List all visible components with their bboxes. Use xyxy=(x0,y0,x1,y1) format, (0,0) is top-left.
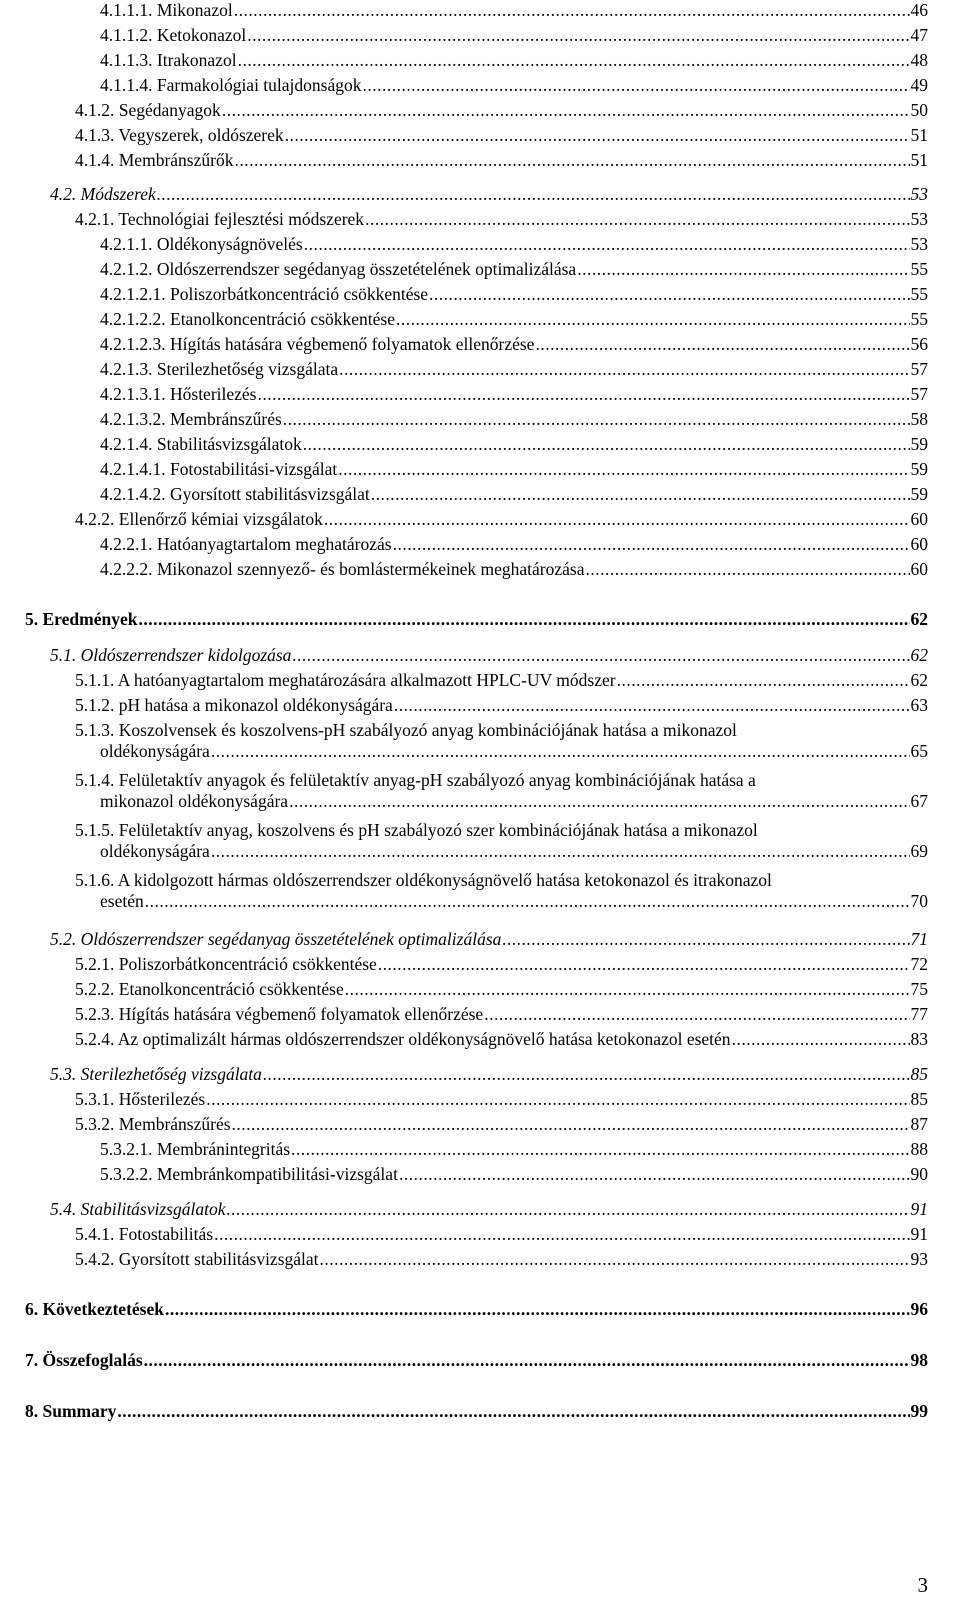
toc-entry-page: 51 xyxy=(910,125,928,145)
leader-dots xyxy=(363,75,910,96)
leader-dots xyxy=(157,184,910,205)
toc-entry-label: 4.1.2. Segédanyagok xyxy=(75,100,221,120)
toc-entry[interactable] xyxy=(100,259,928,283)
toc-entry-label: 4.2.1.3.1. Hősterilezés xyxy=(100,384,257,404)
toc-entry-page: 57 xyxy=(910,359,928,379)
toc-entry-label: 5.3.1. Hősterilezés xyxy=(75,1089,206,1109)
toc-entry-page: 85 xyxy=(910,1064,928,1084)
toc-entry[interactable] xyxy=(100,334,928,358)
toc-entry-page: 60 xyxy=(910,559,928,579)
leader-dots xyxy=(234,0,910,21)
toc-entry-page: 56 xyxy=(910,334,928,354)
toc-entry-page: 57 xyxy=(910,384,928,404)
toc-entry[interactable] xyxy=(100,25,928,49)
leader-dots xyxy=(234,150,909,171)
leader-dots xyxy=(484,1004,909,1025)
toc-entry-label: 4.2.1.2. Oldószerrendszer segédanyag összetételének optimalizálása xyxy=(100,259,577,279)
toc-entry[interactable] xyxy=(25,609,928,633)
toc-entry-label: 4.2.2.1. Hatóanyagtartalom meghatározás xyxy=(100,534,392,554)
leader-dots xyxy=(144,1350,910,1371)
leader-dots xyxy=(211,741,910,762)
toc-entry-page: 53 xyxy=(910,234,928,254)
toc-entry-page: 65 xyxy=(910,741,928,761)
toc-entry[interactable] xyxy=(100,534,928,558)
toc-entry-page: 83 xyxy=(910,1029,928,1049)
toc-entry[interactable] xyxy=(75,979,928,1003)
toc-entry-page: 48 xyxy=(910,50,928,70)
toc-entry[interactable] xyxy=(75,720,928,765)
leader-dots xyxy=(285,125,910,146)
leader-dots xyxy=(238,50,910,71)
toc-entry[interactable] xyxy=(75,125,928,149)
leader-dots xyxy=(247,25,909,46)
toc-entry-label: 5.3.2.1. Membránintegritás xyxy=(100,1139,291,1159)
toc-entry[interactable] xyxy=(100,1164,928,1188)
leader-dots xyxy=(145,891,910,912)
toc-entry-page: 59 xyxy=(910,484,928,504)
toc-entry-label: 5.3.2. Membránszűrés xyxy=(75,1114,231,1134)
toc-entry[interactable] xyxy=(50,184,928,208)
toc-entry-page: 62 xyxy=(910,609,928,629)
toc-entry-page: 75 xyxy=(910,979,928,999)
leader-dots xyxy=(283,409,910,430)
toc-entry[interactable] xyxy=(100,459,928,483)
toc-entry-page: 55 xyxy=(910,284,928,304)
toc-entry-label: 5.1.6. A kidolgozott hármas oldószerrendszer oldékonyságnövelő hatása ketokonazol és itrakonazol xyxy=(75,870,772,890)
leader-dots xyxy=(292,645,909,666)
toc-entry-page: 60 xyxy=(910,509,928,529)
leader-dots xyxy=(206,1089,909,1110)
toc-entry[interactable] xyxy=(25,1350,928,1374)
leader-dots xyxy=(117,1401,909,1422)
toc-entry[interactable] xyxy=(25,1299,928,1323)
toc-entry-page: 46 xyxy=(910,0,928,20)
leader-dots xyxy=(399,1164,910,1185)
toc-entry[interactable] xyxy=(50,1199,928,1223)
leader-dots xyxy=(232,1114,910,1135)
leader-dots xyxy=(227,1199,910,1220)
leader-dots xyxy=(211,841,910,862)
page-number: 3 xyxy=(917,1573,928,1597)
toc-entry-page: 90 xyxy=(910,1164,928,1184)
toc-entry-label: 5.2. Oldószerrendszer segédanyag összetételének optimalizálása xyxy=(50,929,502,949)
leader-dots xyxy=(429,284,909,305)
toc-entry[interactable] xyxy=(75,870,928,915)
toc-entry-label: 5.4. Stabilitásvizsgálatok xyxy=(50,1199,226,1219)
toc-entry-page: 55 xyxy=(910,259,928,279)
toc-entry-label: 4.2.1.2.3. Hígítás hatására végbemenő folyamatok ellenőrzése xyxy=(100,334,535,354)
toc-entry-page: 96 xyxy=(910,1299,928,1319)
toc-entry-label: 4.2.1.2.2. Etanolkoncentráció csökkentése xyxy=(100,309,395,329)
toc-entry-label: 4.2.1. Technológiai fejlesztési módszerek xyxy=(75,209,365,229)
toc-entry[interactable] xyxy=(100,1139,928,1163)
toc-entry-page: 91 xyxy=(910,1199,928,1219)
toc-entry-label: 5.3. Sterilezhetőség vizsgálata xyxy=(50,1064,262,1084)
toc-entry-page: 87 xyxy=(910,1114,928,1134)
toc-entry[interactable] xyxy=(100,434,928,458)
leader-dots xyxy=(165,1299,910,1320)
leader-dots xyxy=(291,1139,909,1160)
toc-entry-label: 4.2.1.4.1. Fotostabilitási-vizsgálat xyxy=(100,459,338,479)
toc-entry[interactable] xyxy=(100,234,928,258)
toc-entry-label: 4.2.1.3.2. Membránszűrés xyxy=(100,409,282,429)
toc-entry-label: 5.3.2.2. Membránkompatibilitási-vizsgálat xyxy=(100,1164,398,1184)
toc-entry[interactable] xyxy=(100,359,928,383)
toc-entry[interactable] xyxy=(100,384,928,408)
toc-entry-page: 63 xyxy=(910,695,928,715)
toc-entry[interactable] xyxy=(100,484,928,508)
toc-entry[interactable] xyxy=(100,0,928,24)
toc-entry-continuation: oldékonyságára xyxy=(100,841,210,861)
toc-entry-page: 59 xyxy=(910,434,928,454)
toc-entry-label: 7. Összefoglalás xyxy=(25,1350,143,1370)
toc-entry-page: 58 xyxy=(910,409,928,429)
leader-dots xyxy=(396,309,910,330)
leader-dots xyxy=(577,259,909,280)
toc-entry[interactable] xyxy=(100,50,928,74)
toc-entry-label: 5.4.2. Gyorsított stabilitásvizsgálat xyxy=(75,1249,319,1269)
toc-entry-page: 69 xyxy=(910,841,928,861)
leader-dots xyxy=(258,384,910,405)
toc-entry[interactable] xyxy=(25,1401,928,1425)
toc-entry-continuation: mikonazol oldékonyságára xyxy=(100,791,289,811)
toc-entry-page: 53 xyxy=(910,184,928,204)
toc-entry-label: 5.2.2. Etanolkoncentráció csökkentése xyxy=(75,979,344,999)
toc-entry-label: 4.2.1.1. Oldékonyságnövelés xyxy=(100,234,303,254)
toc-entry[interactable] xyxy=(75,695,928,719)
leader-dots xyxy=(345,979,910,1000)
toc-entry[interactable] xyxy=(50,929,928,953)
toc-entry[interactable] xyxy=(50,645,928,669)
toc-entry[interactable] xyxy=(75,1224,928,1248)
toc-entry[interactable] xyxy=(100,559,928,583)
toc-entry-page: 71 xyxy=(910,929,928,949)
toc-entry-label: 4.2. Módszerek xyxy=(50,184,156,204)
toc-entry-page: 77 xyxy=(910,1004,928,1024)
toc-entry-label: 5.1.5. Felületaktív anyag, koszolvens és pH szabályozó szer kombinációjának hatása a mikonazol xyxy=(75,820,758,840)
leader-dots xyxy=(393,534,910,555)
toc-entry-page: 85 xyxy=(910,1089,928,1109)
toc-entry-page: 70 xyxy=(910,891,928,911)
toc-entry[interactable] xyxy=(75,509,928,533)
toc-entry[interactable] xyxy=(75,820,928,865)
toc-entry-label: 4.1.1.2. Ketokonazol xyxy=(100,25,247,45)
toc-entry-page: 98 xyxy=(910,1350,928,1370)
leader-dots xyxy=(324,509,910,530)
toc-entry[interactable] xyxy=(75,670,928,694)
toc-entry[interactable] xyxy=(75,100,928,124)
toc-entry-page: 62 xyxy=(910,645,928,665)
leader-dots xyxy=(502,929,909,950)
toc-entry-page: 49 xyxy=(910,75,928,95)
toc-entry-page: 55 xyxy=(910,309,928,329)
leader-dots xyxy=(263,1064,910,1085)
toc-entry-page: 62 xyxy=(910,670,928,690)
toc-entry[interactable] xyxy=(75,150,928,174)
toc-entry-label: 5.1.2. pH hatása a mikonazol oldékonyságára xyxy=(75,695,393,715)
toc-entry-page: 51 xyxy=(910,150,928,170)
leader-dots xyxy=(371,484,910,505)
toc-entry-label: 5.1.4. Felületaktív anyagok és felületaktív anyag-pH szabályozó anyag kombinációjának hatása a xyxy=(75,770,756,790)
toc-entry-label: 8. Summary xyxy=(25,1401,117,1421)
toc-entry-label: 4.1.1.3. Itrakonazol xyxy=(100,50,237,70)
toc-entry-label: 4.2.1.4. Stabilitásvizsgálatok xyxy=(100,434,302,454)
leader-dots xyxy=(585,559,909,580)
leader-dots xyxy=(365,209,909,230)
leader-dots xyxy=(338,459,909,480)
toc-entry-label: 5.2.1. Poliszorbátkoncentráció csökkentése xyxy=(75,954,377,974)
toc-entry[interactable] xyxy=(75,1029,928,1053)
toc-entry-continuation: oldékonyságára xyxy=(100,741,210,761)
toc-entry[interactable] xyxy=(50,1064,928,1088)
leader-dots xyxy=(320,1249,910,1270)
toc-entry[interactable] xyxy=(100,284,928,308)
toc-entry-label: 5.2.3. Hígítás hatására végbemenő folyamatok ellenőrzése xyxy=(75,1004,484,1024)
leader-dots xyxy=(303,434,910,455)
toc-entry-label: 4.1.3. Vegyszerek, oldószerek xyxy=(75,125,284,145)
toc-entry-page: 50 xyxy=(910,100,928,120)
toc-entry-page: 88 xyxy=(910,1139,928,1159)
leader-dots xyxy=(289,791,909,812)
toc-entry-continuation: esetén xyxy=(100,891,144,911)
leader-dots xyxy=(138,609,909,630)
toc-entry-label: 5.1. Oldószerrendszer kidolgozása xyxy=(50,645,292,665)
toc-entry-label: 4.2.1.3. Sterilezhetőség vizsgálata xyxy=(100,359,339,379)
leader-dots xyxy=(732,1029,910,1050)
toc-entry[interactable] xyxy=(75,770,928,815)
toc-entry-label: 5. Eredmények xyxy=(25,609,138,629)
leader-dots xyxy=(617,670,910,691)
toc-entry-label: 4.1.4. Membránszűrők xyxy=(75,150,234,170)
toc-entry-page: 93 xyxy=(910,1249,928,1269)
leader-dots xyxy=(304,234,910,255)
toc-entry-page: 72 xyxy=(910,954,928,974)
toc-entry[interactable] xyxy=(75,1089,928,1113)
toc-entry-label: 4.1.1.4. Farmakológiai tulajdonságok xyxy=(100,75,362,95)
toc-entry-page: 53 xyxy=(910,209,928,229)
toc-entry-page: 91 xyxy=(910,1224,928,1244)
toc-entry[interactable] xyxy=(75,1114,928,1138)
toc-entry-page: 47 xyxy=(910,25,928,45)
leader-dots xyxy=(535,334,909,355)
toc-entry-page: 99 xyxy=(910,1401,928,1421)
toc-entry-label: 4.2.2.2. Mikonazol szennyező- és bomlástermékeinek meghatározása xyxy=(100,559,585,579)
toc-entry-label: 5.1.3. Koszolvensek és koszolvens-pH szabályozó anyag kombinációjának hatása a mikonazol xyxy=(75,720,737,740)
leader-dots xyxy=(339,359,909,380)
toc-entry-label: 5.4.1. Fotostabilitás xyxy=(75,1224,214,1244)
toc-entry[interactable] xyxy=(75,209,928,233)
leader-dots xyxy=(378,954,910,975)
toc-entry-label: 4.1.1.1. Mikonazol xyxy=(100,0,233,20)
toc-entry[interactable] xyxy=(75,1004,928,1028)
toc-entry-label: 6. Következtetések xyxy=(25,1299,164,1319)
toc-entry[interactable] xyxy=(75,1249,928,1273)
leader-dots xyxy=(214,1224,909,1245)
toc-entry-label: 4.2.2. Ellenőrző kémiai vizsgálatok xyxy=(75,509,323,529)
leader-dots xyxy=(394,695,910,716)
toc-entry-label: 4.2.1.4.2. Gyorsított stabilitásvizsgálat xyxy=(100,484,370,504)
toc-entry-page: 59 xyxy=(910,459,928,479)
toc-entry-label: 5.1.1. A hatóanyagtartalom meghatározására alkalmazott HPLC-UV módszer xyxy=(75,670,616,690)
toc-entry-page: 60 xyxy=(910,534,928,554)
toc-entry-page: 67 xyxy=(910,791,928,811)
toc-entry[interactable] xyxy=(100,309,928,333)
toc-entry[interactable] xyxy=(75,954,928,978)
toc-entry[interactable] xyxy=(100,409,928,433)
toc-entry[interactable] xyxy=(100,75,928,99)
toc-entry-label: 5.2.4. Az optimalizált hármas oldószerrendszer oldékonyságnövelő hatása ketokonazol esetén xyxy=(75,1029,731,1049)
toc-entry-label: 4.2.1.2.1. Poliszorbátkoncentráció csökkentése xyxy=(100,284,429,304)
leader-dots xyxy=(222,100,910,121)
